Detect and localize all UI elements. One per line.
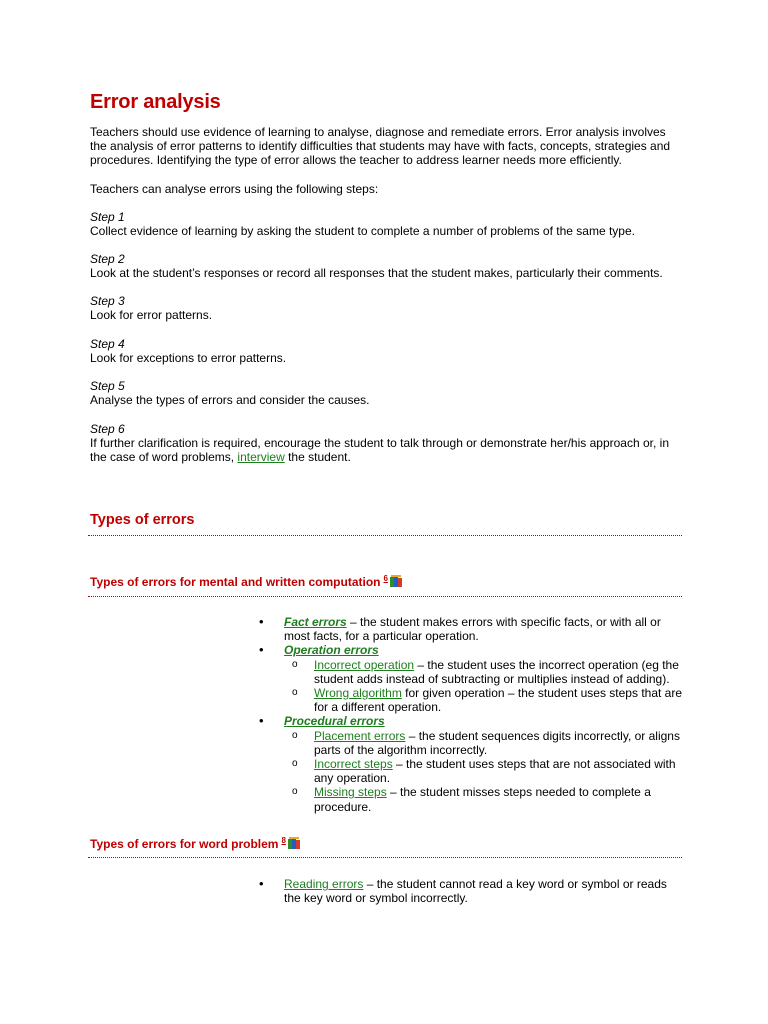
reference-link[interactable]: 6 [383,574,388,583]
sub-bullet-icon: o [292,687,298,699]
sub-list-item [256,729,686,757]
sub-bullet-icon: o [292,658,298,670]
reading-errors-link[interactable]: Reading errors [284,877,364,891]
fact-errors-link[interactable]: Fact errors [284,615,347,629]
missing-steps-link[interactable]: Missing steps [314,785,387,800]
step-label: Step 1 [90,210,125,224]
wrong-algorithm-link[interactable]: Wrong algorithm [314,686,402,701]
interview-link[interactable]: interview [237,450,285,465]
steps-intro: Teachers can analyse errors using the following steps: [90,182,379,196]
sub-list-item [256,686,686,714]
intro-paragraph: Teachers should use evidence of learning to analyse, diagnose and remediate errors. Error analysis involves the analysis of error patterns to identify difficulties that students may have with facts, concepts, strategies and procedures. Identifying the type of error allows the teacher to address learner needs more efficiently. [90,125,671,168]
step-5 [90,379,680,407]
bullet-icon: • [259,713,264,729]
bullet-icon: • [259,614,264,629]
step-text-end: the student. [284,450,351,465]
item-desc: – the student makes errors with specific facts, or with all or most facts, for a particular operation. [284,615,661,644]
list-item [256,643,686,657]
sub-bullet-icon: o [292,729,298,741]
step-text: Look for exceptions to error patterns. [90,351,287,366]
sub-list-item [256,757,686,785]
list-item [256,714,686,728]
placement-errors-link[interactable]: Placement errors [314,728,406,743]
step-text: Look at the student’s responses or record all responses that the student makes, particularly their comments. [90,266,663,281]
word-heading-text: Types of errors for word problem [90,837,279,851]
incorrect-steps-link[interactable]: Incorrect steps [314,757,393,772]
step-1 [90,210,680,238]
item-desc: – the student uses steps that are not associated with any operation. [314,757,676,786]
item-desc: – the student uses the incorrect operation (eg the student adds instead of subtracting or multiplies instead of adding). [314,657,679,686]
step-label: Step 5 [90,379,125,393]
step-text: Collect evidence of learning by asking the student to complete a number of problems of the same type. [90,224,635,239]
step-text: Analyse the types of errors and consider the causes. [90,393,370,408]
step-2 [90,252,680,280]
step-label: Step 6 [90,422,125,436]
bullet-icon: • [259,876,264,891]
step-label: Step 4 [90,337,125,351]
computation-error-list [256,615,686,814]
reference-link[interactable]: 8 [281,836,286,845]
list-item [256,877,686,905]
book-icon[interactable] [287,836,301,853]
step-3 [90,294,680,322]
step-label: Step 2 [90,252,125,266]
word-problem-heading [90,836,301,853]
step-text: Look for error patterns. [90,308,213,323]
book-icon[interactable] [389,574,403,591]
item-desc: – the student misses steps needed to complete a procedure. [314,785,651,814]
procedural-errors-link[interactable]: Procedural errors [284,714,385,729]
item-desc: for given operation – the student uses steps that are for a different operation. [314,686,683,715]
sub-list-item [256,785,686,813]
operation-errors-link[interactable]: Operation errors [284,643,379,658]
divider [88,535,682,536]
step-4 [90,337,680,365]
mental-heading-text: Types of errors for mental and written computation [90,575,381,589]
types-of-errors-heading: Types of errors [90,512,195,528]
list-item [256,615,686,643]
step-text: If further clarification is required, encourage the student to talk through or demonstrate her/his approach or, in the case of word problems, [90,436,669,465]
divider [88,857,682,858]
step-6 [90,422,680,465]
page-title: Error analysis [90,91,221,113]
mental-computation-heading [90,574,403,591]
sub-bullet-icon: o [292,786,298,798]
word-problem-error-list [256,877,686,905]
sub-bullet-icon: o [292,758,298,770]
incorrect-operation-link[interactable]: Incorrect operation [314,657,415,672]
item-desc: – the student cannot read a key word or symbol or reads the key word or symbol incorrectly. [284,877,667,906]
bullet-icon: • [259,642,264,658]
step-label: Step 3 [90,294,125,308]
divider [88,596,682,597]
sub-list-item [256,658,686,686]
item-desc: – the student sequences digits incorrectly, or aligns parts of the algorithm incorrectly. [314,728,680,757]
